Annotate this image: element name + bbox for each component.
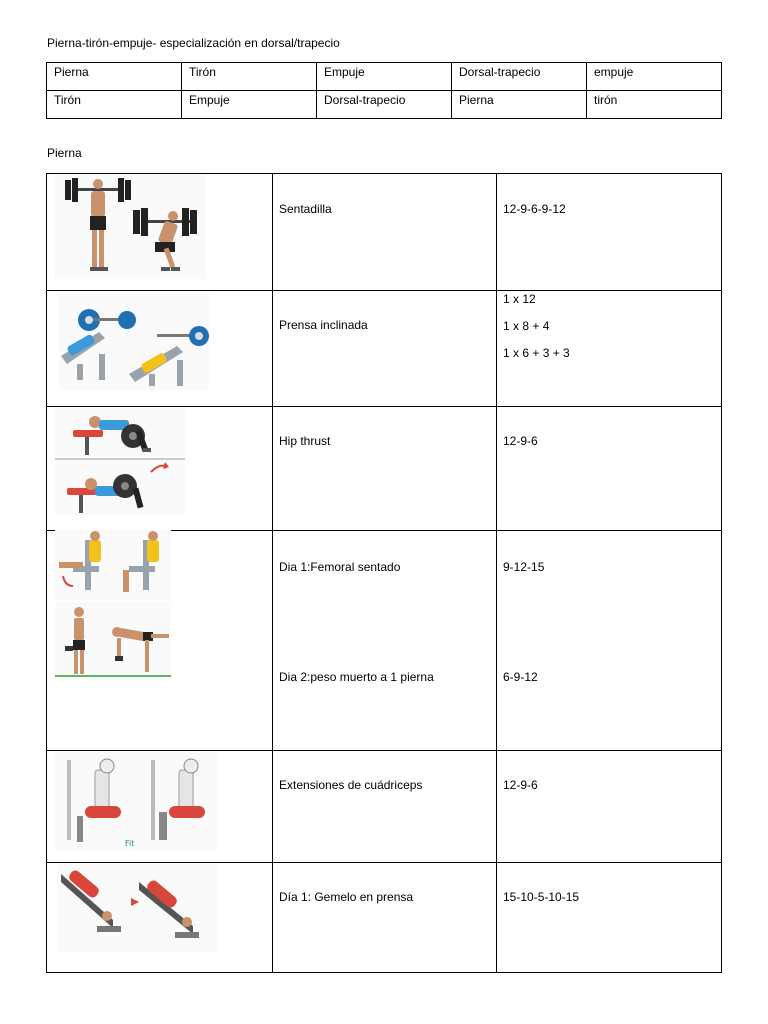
section-title: Pierna bbox=[47, 146, 82, 160]
exercise-table bbox=[46, 173, 722, 973]
split-cell: Tirón bbox=[47, 91, 182, 119]
exercise-row-sentadilla bbox=[47, 174, 721, 291]
calf-press-illustration bbox=[57, 864, 217, 952]
split-cell: empuje bbox=[587, 63, 722, 91]
hip-thrust-illustration bbox=[55, 408, 185, 516]
split-cell: Pierna bbox=[452, 91, 587, 119]
exercise-reps: 12-9-6-9-12 bbox=[503, 202, 566, 216]
exercise-reps-line: 1 x 12 bbox=[503, 292, 536, 306]
split-cell: Dorsal-trapecio bbox=[452, 63, 587, 91]
document-title: Pierna-tirón-empuje- especialización en dorsal/trapecio bbox=[47, 36, 340, 50]
seated-leg-curl-illustration bbox=[55, 530, 171, 600]
leg-press-illustration bbox=[59, 294, 209, 390]
split-cell: Empuje bbox=[317, 63, 452, 91]
exercise-name: Día 1: Gemelo en prensa bbox=[279, 890, 414, 904]
exercise-row-extensiones bbox=[47, 750, 721, 863]
split-row-2 bbox=[47, 91, 722, 119]
split-row-1 bbox=[47, 63, 722, 91]
exercise-reps: 12-9-6 bbox=[503, 434, 538, 448]
exercise-reps-line: 1 x 8 + 4 bbox=[503, 319, 550, 333]
split-cell: Pierna bbox=[47, 63, 182, 91]
exercise-name: Sentadilla bbox=[279, 202, 332, 216]
squat-illustration bbox=[55, 174, 205, 279]
exercise-reps: 12-9-6 bbox=[503, 778, 538, 792]
leg-extension-illustration bbox=[55, 752, 217, 852]
split-cell: tirón bbox=[587, 91, 722, 119]
exercise-row-femoral-peso-muerto bbox=[47, 530, 721, 751]
split-cell: Tirón bbox=[182, 63, 317, 91]
split-cell: Dorsal-trapecio bbox=[317, 91, 452, 119]
exercise-name: Hip thrust bbox=[279, 434, 331, 448]
svg-text:Fit: Fit bbox=[125, 839, 135, 848]
exercise-reps: 9-12-15 bbox=[503, 560, 545, 574]
exercise-name: Dia 1:Femoral sentado bbox=[279, 560, 401, 574]
exercise-name: Extensiones de cuádriceps bbox=[279, 778, 423, 792]
exercise-row-gemelo bbox=[47, 862, 721, 972]
exercise-row-hip-thrust bbox=[47, 406, 721, 531]
exercise-reps-line: 1 x 6 + 3 + 3 bbox=[503, 346, 570, 360]
exercise-reps: 6-9-12 bbox=[503, 670, 538, 684]
exercise-row-prensa bbox=[47, 290, 721, 407]
single-leg-deadlift-illustration bbox=[55, 602, 171, 680]
exercise-name: Prensa inclinada bbox=[279, 318, 368, 332]
exercise-reps: 15-10-5-10-15 bbox=[503, 890, 580, 904]
split-cell: Empuje bbox=[182, 91, 317, 119]
exercise-name: Dia 2:peso muerto a 1 pierna bbox=[279, 670, 434, 684]
split-table bbox=[46, 62, 722, 119]
